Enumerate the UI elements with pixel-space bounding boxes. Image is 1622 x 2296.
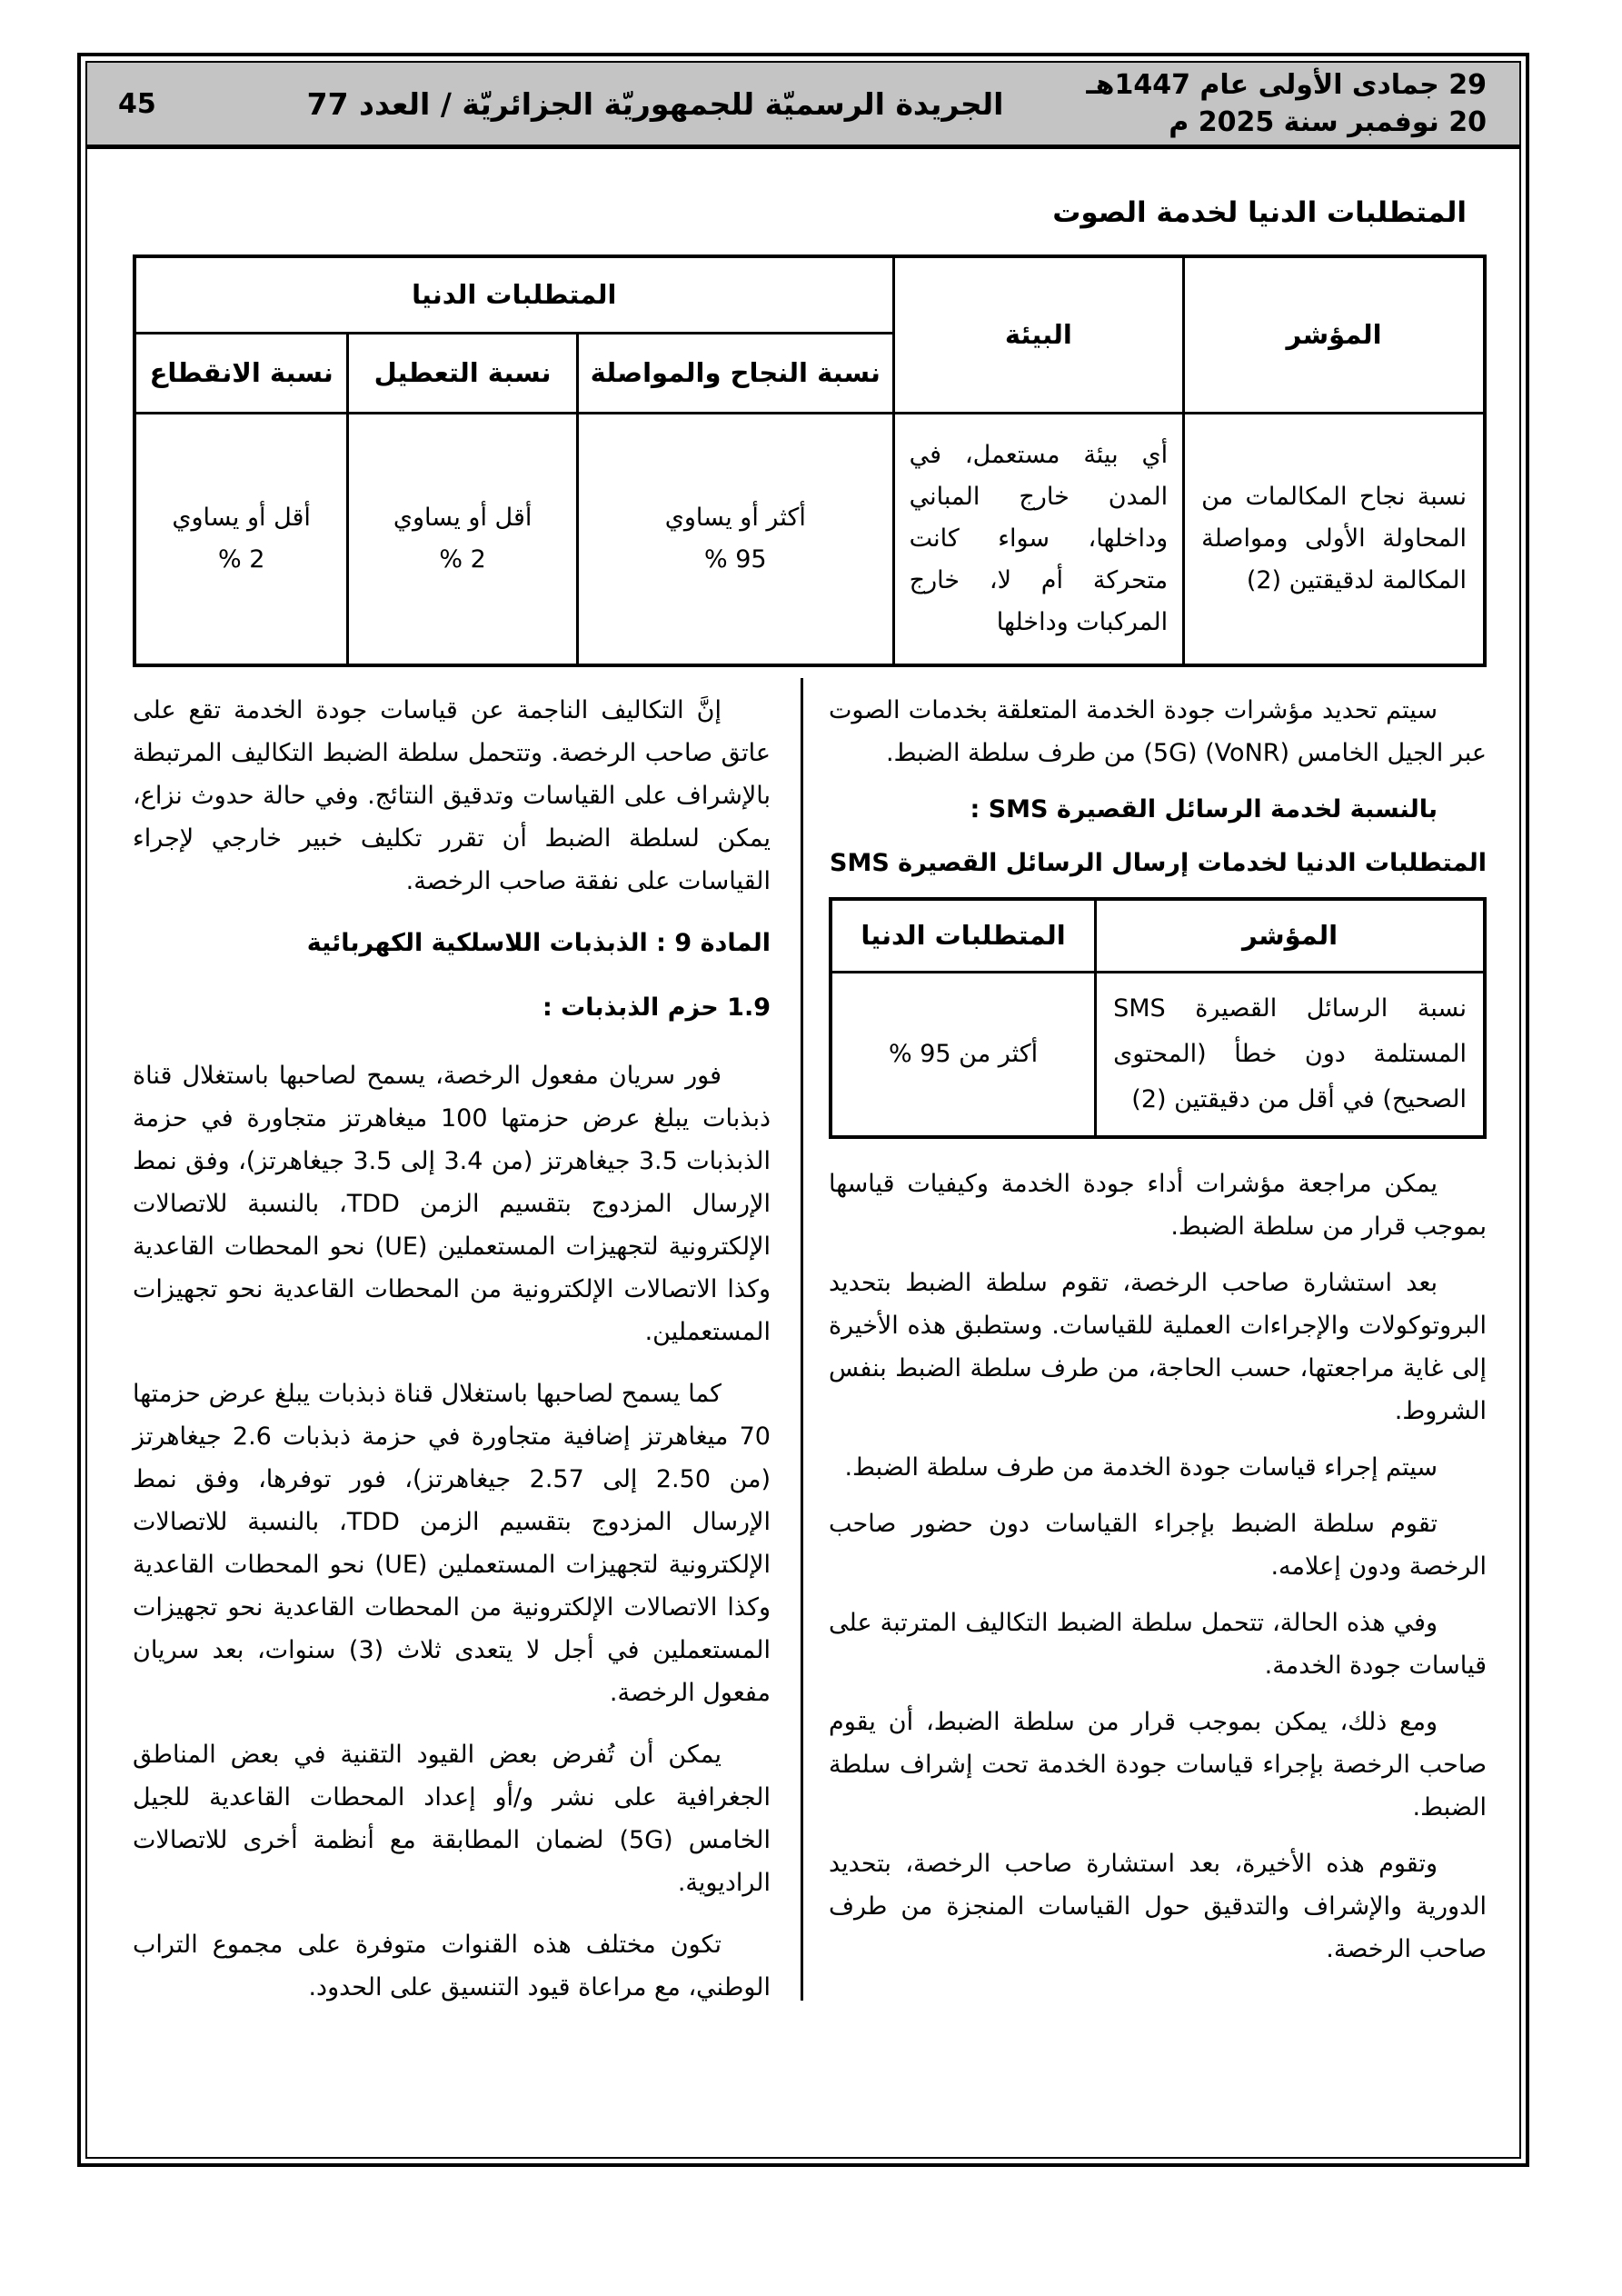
voice-failure-line2: 2 % [439,544,486,574]
voice-col-failure: نسبة التعطيل [348,333,578,413]
sms-requirements-table [829,897,1487,1139]
voice-interruption-line1: أقل أو يساوي [172,503,311,532]
column-right [803,678,1487,2028]
paragraph-costs-licensee: إنَّ التكاليف الناجمة عن قياسات جودة الخدمة تقع على عاتق صاحب الرخصة. وتتحمل سلطة الضبط التكاليف المرتبطة بالإشراف على القياسات وتدقيق النتائج. وفي حالة حدوث نزاع، يمكن لسلطة الضبط أن تقرر تكليف خبير خارجي لإجراء القياسات على نفقة صاحب الرخصة. [133,696,771,895]
voice-cell-environment: أي بيئة مستعمل، في المدن خارج المباني وداخلها، سواء كانت متحركة أم لا، خارج المركبات وداخلها [893,413,1183,665]
paragraph-periodicity: وتقوم هذه الأخيرة، بعد استشارة صاحب الرخصة، بتحديد الدورية والإشراف والتدقيق حول القياسات المنجزة من طرف صاحب الرخصة. [829,1849,1487,1963]
voice-cell-interruption [134,413,348,665]
voice-col-environment: البيئة [893,256,1183,413]
voice-cell-failure [348,413,578,665]
page-frame-inner [85,61,1521,2159]
paragraph-vonr: سيتم تحديد مؤشرات جودة الخدمة المتعلقة بخدمات الصوت عبر الجيل الخامس (VoNR) (5G) من طرف سلطة الضبط. [829,696,1487,767]
paragraph-review: يمكن مراجعة مؤشرات أداء جودة الخدمة وكيفيات قياسها بموجب قرار من سلطة الضبط. [829,1169,1487,1241]
paragraph-national-coverage: تكون مختلف هذه القنوات متوفرة على مجموع التراب الوطني، مع مراعاة قيود التنسيق على الحدود. [133,1931,771,2002]
paragraph-costs-regulator: وفي هذه الحالة، تتحمل سلطة الضبط التكاليف المترتبة على قياسات جودة الخدمة. [829,1608,1487,1680]
sms-intro-heading: بالنسبة لخدمة الرسائل القصيرة SMS : [970,795,1438,824]
text-columns [133,678,1487,2028]
voice-col-indicator: المؤشر [1184,256,1485,413]
column-divider [801,678,803,2001]
sms-cell-min-requirement: أكثر من 95 % [831,972,1096,1137]
date-gregorian: 20 نوفمبر سنة 2025 م [1169,106,1487,138]
voice-table-row [134,413,1485,665]
voice-failure-line1: أقل أو يساوي [393,503,532,532]
sms-col-min-requirements: المتطلبات الدنيا [831,899,1096,972]
sms-table-header-row [831,899,1485,972]
paragraph-licensee-measurements: ومع ذلك، يمكن بموجب قرار من سلطة الضبط، أن يقوم صاحب الرخصة بإجراء قياسات جودة الخدمة تحت إشراف سلطة الضبط. [829,1707,1487,1822]
voice-cell-success [577,413,893,665]
voice-interruption-line2: 2 % [217,544,265,574]
paragraph-protocols: بعد استشارة صاحب الرخصة، تقوم سلطة الضبط بتحديد البروتوكولات والإجراءات العملية للقياسات. وستطبق هذه الأخيرة إلى غاية مراجعتها، حسب الحاجة، من طرف سلطة الضبط بنفس الشروط. [829,1268,1487,1425]
paragraph-band-3500: فور سريان مفعول الرخصة، يسمح لصاحبها باستغلال قناة ذبذبات يبلغ عرض حزمتها 100 ميغاهرتز متجاورة في حزمة الذبذبات 3.5 جيغاهرتز (من 3.4 إلى 3.5 جيغاهرتز)، وفق نمط الإرسال المزدوج بتقسيم الزمن TDD، بالنسبة للاتصالات الإلكترونية لتجهيزات المستعملين (UE) نحو المحطات القاعدية وكذا الاتصالات الإلكترونية من المحطات القاعدية نحو تجهيزات المستعملين. [133,1062,771,1346]
paragraph-measurements: سيتم إجراء قياسات جودة الخدمة من طرف سلطة الضبط. [844,1452,1438,1482]
column-left [133,678,801,2028]
paragraph-no-presence: تقوم سلطة الضبط بإجراء القياسات دون حضور صاحب الرخصة ودون إعلامه. [829,1509,1487,1581]
voice-requirements-table [133,255,1487,667]
section-title: المتطلبات الدنيا لخدمة الصوت [1052,196,1467,229]
voice-cell-indicator: نسبة نجاح المكالمات من المحاولة الأولى ومواصلة المكالمة لدقيقتين (2) [1184,413,1485,665]
content-area [87,229,1519,2157]
date-hijri: 29 جمادى الأولى عام 1447هـ [1086,69,1487,101]
voice-col-success: نسبة النجاح والمواصلة [577,333,893,413]
masthead-dates [1086,66,1519,141]
sms-table-row [831,972,1485,1137]
page-number: 45 [118,87,156,120]
sms-col-indicator: المؤشر [1096,899,1485,972]
paragraph-technical-restrictions: يمكن أن تُفرض بعض القيود التقنية في بعض المناطق الجغرافية على نشر و/أو إعداد المحطات القاعدية للجيل الخامس (5G) لضمان المطابقة مع أنظمة أخرى للاتصالات الراديوية. [133,1741,771,1897]
sms-table-heading: المتطلبات الدنيا لخدمات إرسال الرسائل القصيرة SMS [830,849,1487,877]
masthead [87,63,1519,149]
voice-success-line2: 95 % [703,544,767,574]
journal-title: الجريدة الرسميّة للجمهوريّة الجزائريّة / العدد 77 [306,85,1004,122]
voice-success-line1: أكثر أو يساوي [664,503,806,532]
voice-col-interruption: نسبة الانقطاع [134,333,348,413]
voice-col-min-requirements: المتطلبات الدنيا [134,256,893,333]
voice-table-header-row-1 [134,256,1485,333]
band-heading: 1.9 حزم الذبذبات : [542,993,771,1022]
paragraph-band-2600: كما يسمح لصاحبها باستغلال قناة ذبذبات يبلغ عرض حزمتها 70 ميغاهرتز إضافية متجاورة في حزمة ذبذبات 2.6 جيغاهرتز (من 2.50 إلى 2.57 جيغاهرتز)، فور توفرها، وفق نمط الإرسال المزدوج بتقسيم الزمن TDD، بالنسبة للاتصالات الإلكترونية لتجهيزات المستعملين (UE) نحو المحطات القاعدية وكذا الاتصالات الإلكترونية من المحطات القاعدية نحو تجهيزات المستعملين في أجل لا يتعدى ثلاث (3) سنوات، بعد سريان مفعول الرخصة. [133,1380,771,1707]
sms-cell-indicator: نسبة الرسائل القصيرة SMS المستلمة دون خطأ (المحتوى الصحيح) في أقل من دقيقتين (2) [1096,972,1485,1137]
page-frame [77,53,1529,2167]
article9-heading: المادة 9 : الذبذبات اللاسلكية الكهربائية [306,929,771,957]
